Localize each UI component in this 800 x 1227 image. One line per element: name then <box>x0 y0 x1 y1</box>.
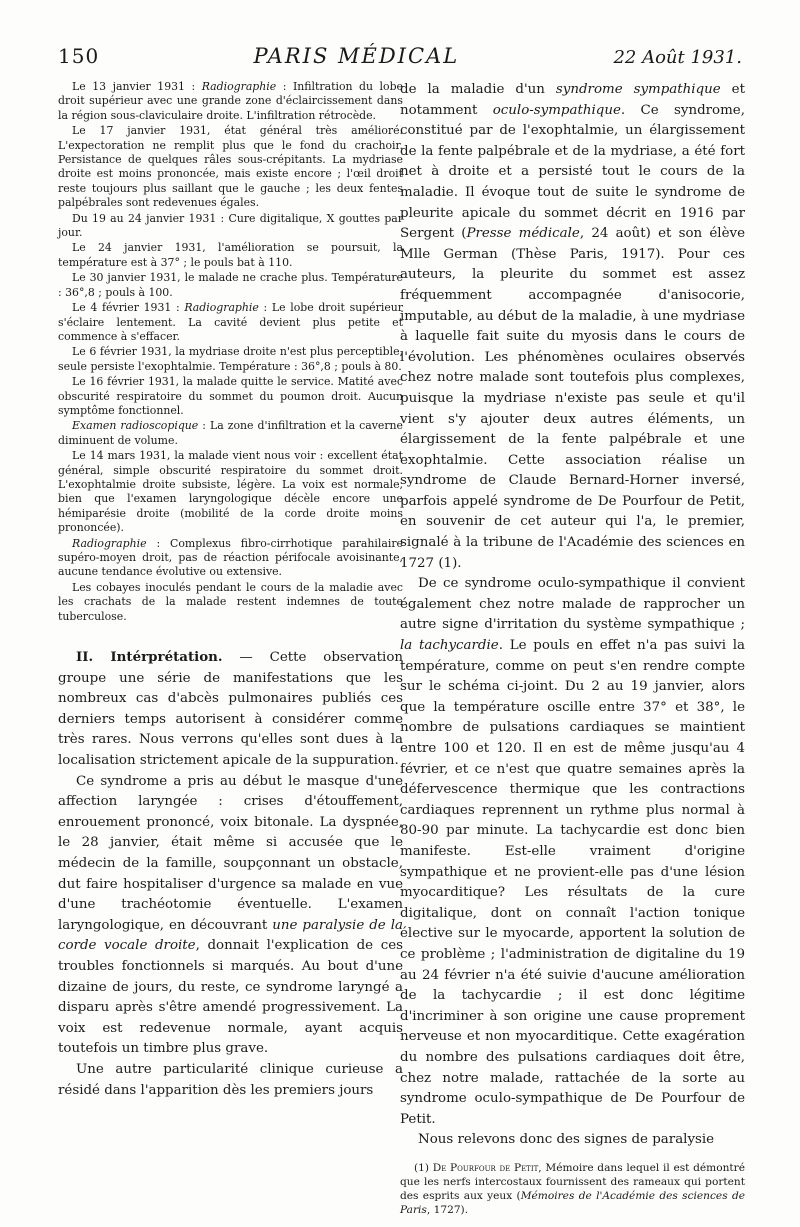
observation-entry: Le 6 février 1931, la mydriase droite n'est plus perceptible, seule persiste l'exophtalmie. Température : 36°,8 ; pouls à 80. <box>58 345 403 373</box>
observation-entry: Le 14 mars 1931, la malade vient nous voir : excellent état général, simple obscurité respiratoire du sommet droit. L'exophtalmie droite subsiste, légère. La voix est normale, bien que l'examen laryngologique décèle encore une hémiparésie droite (mobilité de la corde droite moins prononcée). <box>58 449 403 535</box>
paragraph: De ce syndrome oculo-sympathique il convient également chez notre malade de rapprocher un autre signe d'irritation du système sympathique ; la tachycardie. Le pouls en effet n'a pas suivi la température, comme on peut s'en rendre compte sur le schéma ci-joint. Du 2 au 19 janvier, alors que la température oscille entre 37° et 38°, le nombre de pulsations cardiaques se maintient entre 100 et 120. Il en est de même jusqu'au 4 février, et ce n'est que quatre semaines après la défervescence thermique que les contractions cardiaques reprennent un rythme plus normal à 80-90 par minute. La tachycardie est donc bien manifeste. Est-elle vraiment d'origine sympathique et ne provient-elle pas d'une lésion myocarditique? Les résultats de la cure digitalique, dont on connaît l'action tonique élective sur le myocarde, apportent la solution de ce problème ; l'administration de digitaline du 19 au 24 février n'a été suivie d'aucune amélioration de la tachycardie ; il est donc légitime d'incriminer à son origine une cause proprement nerveuse et non myocarditique. Cette exagération du nombre des pulsations cardiaques doit être, chez notre malade, rattachée de la sorte au syndrome oculo-sympathique de De Pourfour de Petit. <box>400 576 745 1127</box>
page-number: 150 <box>58 44 100 68</box>
section-paragraph: II. Intérprétation. — Cette observation groupe une série de manifestations que les nombreux cas d'abcès pulmonaires publiés ces derniers temps autorisent à considérer comme très rares. Nous verrons qu'elles sont dues à la localisation strictement apicale de la suppuration. <box>58 649 404 768</box>
left-column <box>58 80 403 1101</box>
observation-entry: Du 19 au 24 janvier 1931 : Cure digitalique, X gouttes par jour. <box>58 211 403 240</box>
paragraph: de la maladie d'un syndrome sympathique et notamment oculo-sympathique. Ce syndrome, constitué par de l'exophtalmie, un élargissement de la fente palpébrale et de la mydriase, a été fort net à droite et a persisté tout le cours de la maladie. Il évoque tout de suite le syndrome de pleurite apicale du sommet décrit en 1916 par Sergent (Presse médicale, 24 août) et son élève Mlle German (Thèse Paris, 1917). Pour ces auteurs, la pleurite du sommet est assez fréquemment accompagnée d'anisocorie, imputable, au début de la maladie, à une mydriase à laquelle fait suite du myosis dans le cours de l'évolution. Les phénomènes oculaires observés chez notre malade sont toutefois plus complexes, puisque la mydriase n'existe pas seule et qu'il vient s'y ajouter deux autres éléments, un élargissement de la fente palpébrale et une exophtalmie. Cette association réalise un syndrome de Claude Bernard-Horner inversé, parfois appelé syndrome de De Pourfour de Petit, en souvenir de cet auteur qui l'a, le premier, signalé à la tribune de l'Académie des sciences en 1727 (1). <box>400 82 745 571</box>
observation-entry: Les cobayes inoculés pendant le cours de la maladie avec les crachats de la malade restent indemnes de toute tuberculose. <box>58 580 403 623</box>
observation-entries <box>58 80 403 624</box>
observation-entry: Le 30 janvier 1931, le malade ne crache plus. Température : 36°,8 ; pouls à 100. <box>58 271 403 299</box>
right-column <box>400 80 745 1227</box>
footnote: (1) De Pourfour de Petit, Mémoire dans lequel il est démontré que les nerfs intercostaux fournissent des rameaux qui portent des esprits aux yeux (Mémoires de l'Académie des sciences de Paris, 1727). <box>400 1161 745 1216</box>
section-title: II. Intérprétation. <box>76 649 223 666</box>
observation-entry: Le 4 février 1931 : Radiographie : Le lobe droit supérieur s'éclaire lentement. La cavité devient plus petite et commence à s'effacer. <box>58 301 403 343</box>
observation-entry: Radiographie : Complexus fibro-cirrhotique parahilaire supéro-moyen droit, pas de réaction périfocale avoisinante, aucune tendance évolutive ou extensive. <box>58 536 403 579</box>
observation-entry: Le 24 janvier 1931, l'amélioration se poursuit, la température est à 37° ; le pouls bat à 110. <box>58 241 403 269</box>
observation-entry: Le 17 janvier 1931, état général très amélioré. L'expectoration ne remplit plus que le fond du crachoir. Persistance de quelques râles sous-crépitants. La mydriase droite est moins prononcée, mais existe encore ; l'œil droit reste toujours plus saillant que le gauche ; les deux fentes palpébrales sont redevenues égales. <box>58 124 403 210</box>
observation-entry: Le 13 janvier 1931 : Radiographie : Infiltration du lobe droit supérieur avec une grande zone d'éclaircissement dans la région sous-claviculaire droite. L'infiltration rétrocède. <box>58 80 403 122</box>
paragraph: Ce syndrome a pris au début le masque d'une affection laryngée : crises d'étouffement, enrouement prononcé, voix bitonale. La dyspnée, le 28 janvier, était même si accusée que le médecin de la famille, soupçonnant un obstacle, dut faire hospitaliser d'urgence sa malade en vue d'une trachéotomie éventuelle. L'examen laryngologique, en découvrant une paralysie de la corde vocale droite, donnait l'explication de ces troubles fonctionnels si marqués. Au bout d'une dizaine de jours, du reste, ce syndrome laryngé a disparu après s'être amendé progressivement. La voix est redevenue normale, ayant acquis toutefois un timbre plus grave. <box>58 773 403 1057</box>
observation-entry: Examen radioscopique : La zone d'infiltration et la caverne diminuent de volume. <box>58 419 403 447</box>
paragraph: Nous relevons donc des signes de paralysie <box>418 1132 715 1148</box>
page-header <box>58 44 742 74</box>
journal-title: PARIS MÉDICAL <box>253 44 460 68</box>
issue-date: 22 Août 1931. <box>613 47 742 68</box>
observation-entry: Le 16 février 1931, la malade quitte le service. Matité avec obscurité respiratoire du sommet du poumon droit. Aucun symptôme fonctionnel. <box>58 375 403 417</box>
paragraph: Une autre particularité clinique curieuse a résidé dans l'apparition dès les premiers jours <box>58 1061 403 1098</box>
